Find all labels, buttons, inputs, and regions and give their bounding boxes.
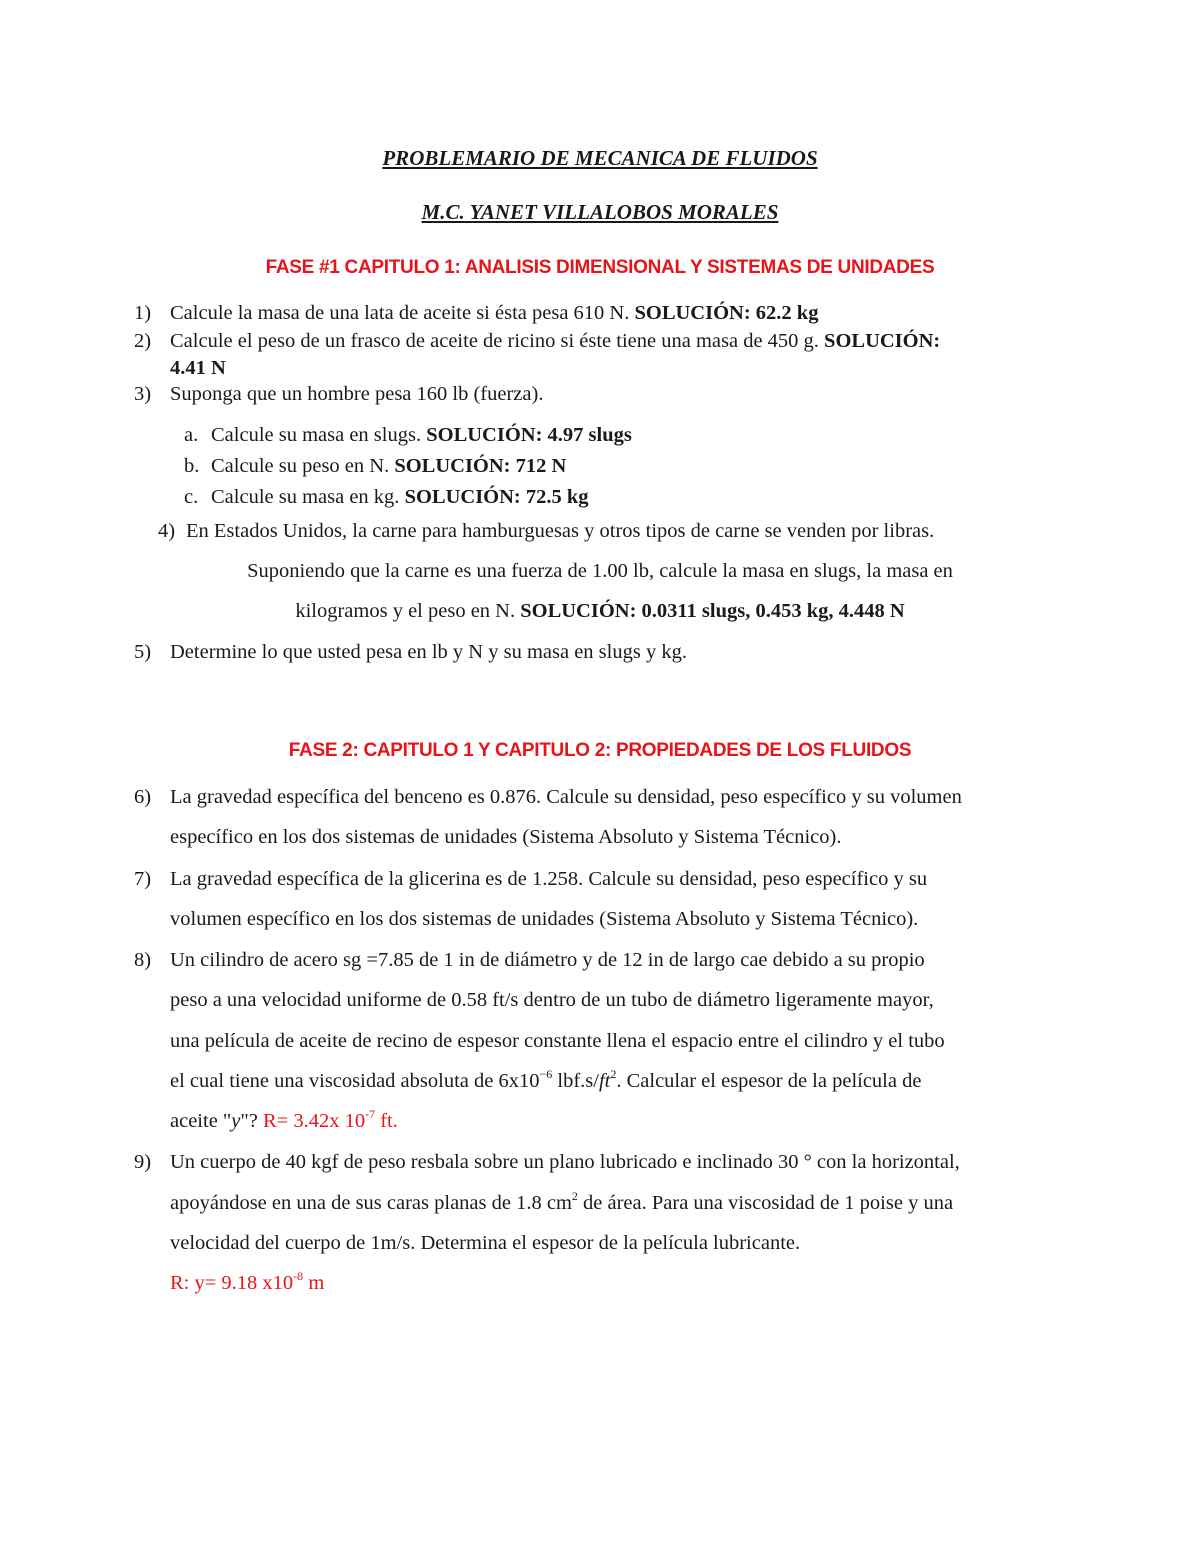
subitem-letter: b. [184,455,200,477]
problem-text-answer-line: aceite "y"? R= 3.42x $10^{-7}$ ft. [170,1107,398,1132]
problem-text: volumen específico en los dos sistemas de unidades (Sistema Absoluto y Sistema Técnico). [170,908,919,930]
solution: SOLUCIÓN: 62.2 kg [634,302,819,324]
problem-number: 6) [134,786,152,808]
problem-text: Un cuerpo de 40 kgf de peso resbala sobre un plano lubricado e inclinado 30 ° con la horizontal, [170,1151,960,1173]
problem-text: Determine lo que usted pesa en lb y N y su masa en slugs y kg. [170,641,687,663]
problem-number: 9) [134,1151,152,1173]
solution: SOLUCIÓN: [824,330,941,352]
problem-text: específico en los dos sistemas de unidades (Sistema Absoluto y Sistema Técnico). [170,826,842,848]
problem-text: velocidad del cuerpo de 1m/s. Determina el espesor de la película lubricante. [170,1232,801,1254]
problem-text: Calcule el peso de un frasco de aceite de ricino si éste tiene una masa de 450 g. SOLUCIÓN: [170,330,941,352]
fase2-heading: FASE 2: CAPITULO 1 Y CAPITULO 2: PROPIEDADES DE LOS FLUIDOS [288,740,912,761]
problem-number: 5) [134,641,152,663]
fase1-heading: FASE #1 CAPITULO 1: ANALISIS DIMENSIONAL Y SISTEMAS DE UNIDADES [265,257,935,278]
problem-text: Calcule la masa de una lata de aceite si ésta pesa 610 N. SOLUCIÓN: 62.2 kg [170,302,819,324]
solution-continued: 4.41 N [170,357,226,379]
answer: R: y= 9.18 $x10^{-8}$ m [170,1269,325,1294]
problem-number: 2) [134,330,152,352]
solution: SOLUCIÓN: 0.0311 slugs, 0.453 kg, 4.448 N [520,600,905,622]
author-name: M.C. YANET VILLALOBOS MORALES [421,200,779,224]
problem-number: 7) [134,868,152,890]
subitem-letter: a. [184,424,199,446]
problem-text: En Estados Unidos, la carne para hamburguesas y otros tipos de carne se venden por libras. [186,520,935,542]
problem-text-line2: Suponiendo que la carne es una fuerza de 1.00 lb, calcule la masa en slugs, la masa en [247,560,953,582]
problem-text: Suponga que un hombre pesa 160 lb (fuerza). [170,383,544,405]
document-title: PROBLEMARIO DE MECANICA DE FLUIDOS [382,146,818,170]
problem-number: 1) [134,302,152,324]
problem-text: La gravedad específica de la glicerina es de 1.258. Calcule su densidad, peso específico y su [170,868,928,890]
problem-number: 8) [134,949,152,971]
subitem-a: Calcule su masa en slugs. SOLUCIÓN: 4.97 slugs [211,424,632,446]
problem-text: La gravedad específica del benceno es 0.876. Calcule su densidad, peso específico y su volumen [170,786,962,808]
problem-text-formula: el cual tiene una viscosidad absoluta de $6x10^{-6}$ $lbf.s/ft^2$. Calcular el espesor de la película de [170,1067,922,1092]
answer: R= 3.42x $10^{-7}$ ft. [262,1107,398,1132]
problem-number: 4) [158,520,176,542]
problem-number: 3) [134,383,152,405]
subitem-letter: c. [184,486,199,508]
problem-text-line3: kilogramos y el peso en N. SOLUCIÓN: 0.0311 slugs, 0.453 kg, 4.448 N [295,600,905,622]
problem-text: apoyándose en una de sus caras planas de 1.8 $cm^2$ de área. Para una viscosidad de 1 poise y una [170,1189,954,1214]
problem-text: Un cilindro de acero sg =7.85 de 1 in de diámetro y de 12 in de largo cae debido a su propio [170,949,925,971]
problem-text: una película de aceite de recino de espesor constante llena el espacio entre el cilindro y el tubo [170,1030,945,1052]
subitem-c: Calcule su masa en kg. SOLUCIÓN: 72.5 kg [211,486,589,508]
solution: SOLUCIÓN: 4.97 slugs [426,424,632,446]
solution: SOLUCIÓN: 712 N [394,455,567,477]
problem-text: peso a una velocidad uniforme de 0.58 ft/s dentro de un tubo de diámetro ligeramente mayor, [170,989,934,1011]
subitem-b: Calcule su peso en N. SOLUCIÓN: 712 N [211,455,567,477]
solution: SOLUCIÓN: 72.5 kg [404,486,589,508]
